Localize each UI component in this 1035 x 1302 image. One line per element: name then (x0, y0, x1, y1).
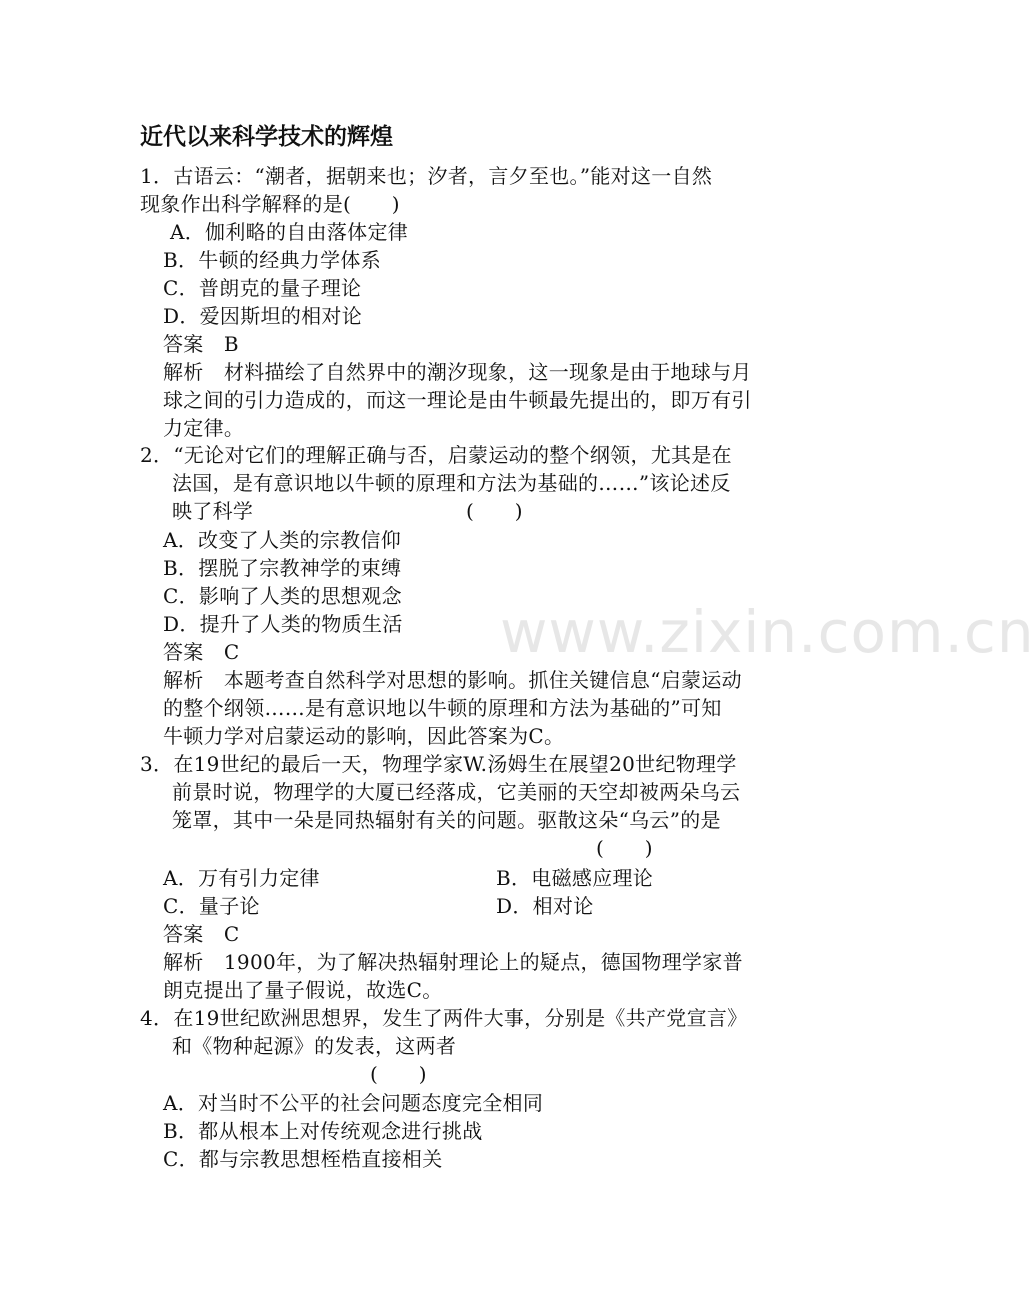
q4-answer-paren: ( ) (370, 1062, 427, 1086)
q3-option-a: A．万有引力定律 (163, 866, 320, 890)
page-title: 近代以来科学技术的辉煌 (140, 124, 393, 150)
q2-analysis-line-2: 的整个纲领……是有意识地以牛顿的原理和方法为基础的”可知 (163, 696, 722, 720)
q3-analysis-line-1: 解析 1900年，为了解决热辐射理论上的疑点，德国物理学家普 (163, 950, 743, 974)
q1-option-d: D．爱因斯坦的相对论 (163, 304, 363, 328)
q1-stem-line-1: 1．古语云：“潮者，据朝来也；汐者，言夕至也。”能对这一自然 (140, 164, 713, 188)
q2-answer-paren: ( ) (466, 499, 523, 523)
q2-stem-line-3: 映了科学 (172, 499, 254, 523)
q3-stem-line-3: 笼罩，其中一朵是同热辐射有关的问题。驱散这朵“乌云”的是 (172, 808, 721, 832)
q1-analysis-line-2: 球之间的引力造成的，而这一理论是由牛顿最先提出的，即万有引 (163, 388, 752, 412)
q1-analysis-line-3: 力定律。 (163, 416, 245, 440)
q1-analysis-line-1: 解析 材料描绘了自然界中的潮汐现象，这一现象是由于地球与月 (163, 360, 752, 384)
q2-analysis-line-1: 解析 本题考查自然科学对思想的影响。抓住关键信息“启蒙运动 (163, 668, 742, 692)
q3-option-b: B．电磁感应理论 (496, 866, 654, 890)
q3-option-c: C．量子论 (163, 894, 260, 918)
q3-stem-line-1: 3．在19世纪的最后一天，物理学家W.汤姆生在展望20世纪物理学 (140, 752, 737, 776)
q1-stem-line-2: 现象作出科学解释的是( ) (140, 192, 400, 216)
q2-analysis-line-3: 牛顿力学对启蒙运动的影响，因此答案为C。 (163, 724, 565, 748)
q3-option-d: D．相对论 (496, 894, 594, 918)
q1-option-c: C．普朗克的量子理论 (163, 276, 362, 300)
q1-option-b: B．牛顿的经典力学体系 (163, 248, 381, 272)
q4-stem-line-2: 和《物种起源》的发表，这两者 (172, 1034, 457, 1058)
q4-option-b: B．都从根本上对传统观念进行挑战 (163, 1119, 483, 1143)
q2-option-c: C．影响了人类的思想观念 (163, 584, 402, 608)
q4-option-a: A．对当时不公平的社会问题态度完全相同 (163, 1091, 544, 1115)
q3-answer: 答案 C (163, 922, 240, 946)
q3-stem-line-2: 前景时说，物理学的大厦已经落成，它美丽的天空却被两朵乌云 (172, 780, 741, 804)
q2-answer: 答案 C (163, 640, 240, 664)
q3-analysis-line-2: 朗克提出了量子假说，故选C。 (163, 978, 443, 1002)
q2-stem-line-2: 法国，是有意识地以牛顿的原理和方法为基础的……”该论述反 (172, 471, 731, 495)
q2-stem-line-1: 2．“无论对它们的理解正确与否，启蒙运动的整个纲领，尤其是在 (140, 443, 732, 467)
q2-option-a: A．改变了人类的宗教信仰 (163, 528, 402, 552)
q1-option-a: A．伽利略的自由落体定律 (170, 220, 409, 244)
q1-answer: 答案 B (163, 332, 239, 356)
q3-answer-paren: ( ) (596, 836, 653, 860)
q2-option-b: B．摆脱了宗教神学的束缚 (163, 556, 402, 580)
q4-option-c: C．都与宗教思想桎梏直接相关 (163, 1147, 443, 1171)
q2-option-d: D．提升了人类的物质生活 (163, 612, 403, 636)
q4-stem-line-1: 4．在19世纪欧洲思想界，发生了两件大事，分别是《共产党宣言》 (140, 1006, 748, 1030)
watermark: www.zixin.com.cn (500, 598, 1035, 666)
